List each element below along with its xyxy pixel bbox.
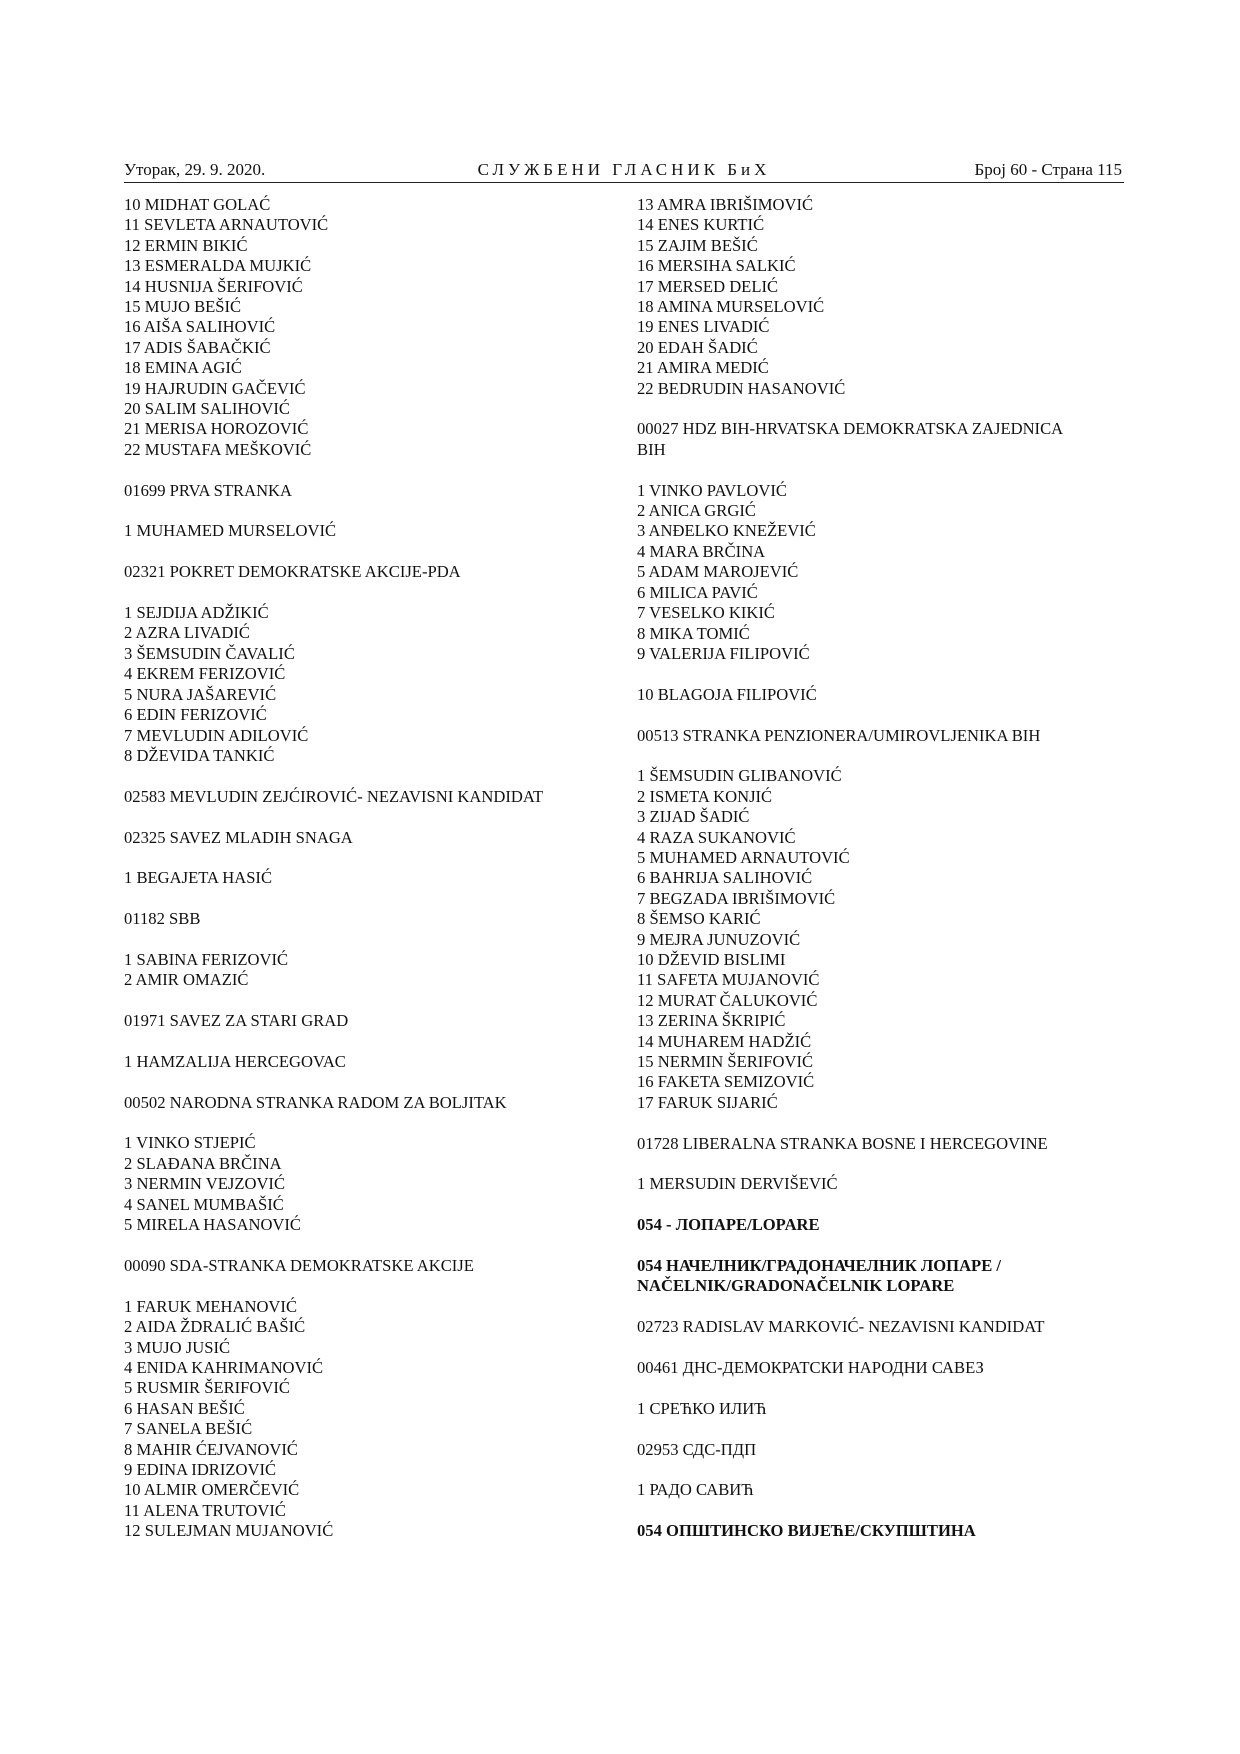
- list-line: 11 SAFETA MUJANOVIĆ: [637, 970, 820, 990]
- blank-line: [124, 991, 629, 1011]
- page-header: [124, 160, 1124, 183]
- list-line: 00502 NARODNA STRANKA RADOM ZA BOLJITAK: [124, 1092, 507, 1112]
- blank-line: [124, 1276, 629, 1296]
- list-line: 00461 ДНС-ДЕМОКРАТСКИ НАРОДНИ САВЕЗ: [637, 1357, 984, 1377]
- list-line: 16 FAKETA SEMIZOVIĆ: [637, 1072, 815, 1092]
- list-line: 02583 MEVLUDIN ZEJĆIROVIĆ- NEZAVISNI KANDIDAT: [124, 786, 544, 806]
- list-line: 00513 STRANKA PENZIONERA/UMIROVLJENIKA BIH: [637, 725, 1041, 745]
- list-line: 02325 SAVEZ MLADIH SNAGA: [124, 827, 353, 847]
- list-line: 13 AMRA IBRIŠIMOVIĆ: [637, 195, 814, 214]
- section-heading: 054 - ЛОПАРЕ/LOPARE: [637, 1215, 820, 1235]
- list-line: 2 SLAĐANA BRČINA: [124, 1153, 282, 1173]
- list-line: 5 NURA JAŠAREVIĆ: [124, 684, 277, 704]
- list-line: 16 AIŠA SALIHOVIĆ: [124, 317, 276, 337]
- list-line: 02723 RADISLAV MARKOVIĆ- NEZAVISNI KANDIDAT: [637, 1317, 1045, 1337]
- blank-line: [124, 1072, 629, 1092]
- blank-line: [637, 1338, 1142, 1358]
- list-line: 18 AMINA MURSELOVIĆ: [637, 297, 825, 317]
- list-line: 11 ALENA TRUTOVIĆ: [124, 1500, 286, 1520]
- list-line: 5 RUSMIR ŠERIFOVIĆ: [124, 1378, 290, 1398]
- list-line: 1 СРЕЋКО ИЛИЋ: [637, 1398, 767, 1418]
- blank-line: [124, 460, 629, 480]
- list-line: 21 AMIRA MEDIĆ: [637, 358, 769, 378]
- list-line: 4 EKREM FERIZOVIĆ: [124, 664, 286, 684]
- list-line: 01971 SAVEZ ZA STARI GRAD: [124, 1011, 349, 1031]
- list-line: 20 EDAH ŠADIĆ: [637, 337, 758, 357]
- list-line: 9 EDINA IDRIZOVIĆ: [124, 1459, 277, 1479]
- header-date: Уторак, 29. 9. 2020.: [124, 160, 266, 179]
- list-line: 9 MEJRA JUNUZOVIĆ: [637, 929, 801, 949]
- list-line: 12 ERMIN BIKIĆ: [124, 235, 248, 255]
- list-line: 1 BEGAJETA HASIĆ: [124, 868, 273, 888]
- blank-line: [637, 746, 1142, 766]
- list-line: 8 MIKA TOMIĆ: [637, 623, 750, 643]
- blank-line: [637, 460, 1142, 480]
- list-line: 2 AZRA LIVADIĆ: [124, 623, 250, 643]
- blank-line: [637, 1378, 1142, 1398]
- list-line: 15 NERMIN ŠERIFOVIĆ: [637, 1051, 814, 1071]
- section-heading: 054 НАЧЕЛНИК/ГРАДОНАЧЕЛНИК ЛОПАРЕ /: [637, 1255, 1002, 1275]
- list-line: 19 HAJRUDIN GAČEVIĆ: [124, 378, 306, 398]
- list-line: 00027 HDZ BIH-HRVATSKA DEMOKRATSKA ZAJEDNICA: [637, 419, 1064, 439]
- list-line: 5 ADAM MAROJEVIĆ: [637, 562, 799, 582]
- list-line: 4 SANEL MUMBAŠIĆ: [124, 1194, 284, 1214]
- list-line: 5 MIRELA HASANOVIĆ: [124, 1215, 302, 1235]
- list-line: 01728 LIBERALNA STRANKA BOSNE I HERCEGOVINE: [637, 1133, 1048, 1153]
- blank-line: [637, 664, 1142, 684]
- list-line: 6 HASAN BEŠIĆ: [124, 1398, 245, 1418]
- list-line: 00090 SDA-STRANKA DEMOKRATSKE AKCIJE: [124, 1255, 474, 1275]
- list-line: 13 ZERINA ŠKRIPIĆ: [637, 1011, 786, 1031]
- right-column: [637, 195, 1142, 1542]
- list-line: 7 SANELA BEŠIĆ: [124, 1419, 253, 1439]
- list-line: 8 ŠEMSO KARIĆ: [637, 909, 761, 929]
- blank-line: [124, 1236, 629, 1256]
- blank-line: [637, 1195, 1142, 1215]
- left-column: [124, 195, 629, 1542]
- blank-line: [124, 766, 629, 786]
- list-line: 13 ESMERALDA MUJKIĆ: [124, 256, 312, 276]
- list-line: 15 MUJO BEŠIĆ: [124, 297, 242, 317]
- list-line: 17 ADIS ŠABAČKIĆ: [124, 337, 271, 357]
- list-line: 22 BEDRUDIN HASANOVIĆ: [637, 378, 846, 398]
- list-line: 7 VESELKO KIKIĆ: [637, 603, 775, 623]
- list-line: 22 MUSTAFA MEŠKOVIĆ: [124, 439, 312, 459]
- blank-line: [124, 501, 629, 521]
- list-line: 2 AIDA ŽDRALIĆ BAŠIĆ: [124, 1317, 306, 1337]
- list-line: 18 EMINA AGIĆ: [124, 358, 243, 378]
- section-heading: 054 ОПШТИНСКО ВИЈЕЋЕ/СКУПШТИНА: [637, 1521, 976, 1541]
- list-line: 02321 POKRET DEMOKRATSKE AKCIJE-PDA: [124, 562, 461, 582]
- blank-line: [124, 848, 629, 868]
- list-line: 3 ŠEMSUDIN ČAVALIĆ: [124, 643, 295, 663]
- list-line: 1 ŠEMSUDIN GLIBANOVIĆ: [637, 766, 842, 786]
- list-line: 14 ENES KURTIĆ: [637, 215, 765, 235]
- list-line: 2 ANICA GRGIĆ: [637, 501, 756, 521]
- blank-line: [637, 1419, 1142, 1439]
- blank-line: [124, 930, 629, 950]
- list-line: 11 SEVLETA ARNAUTOVIĆ: [124, 215, 329, 235]
- blank-line: [637, 1236, 1142, 1256]
- list-line: 17 MERSED DELIĆ: [637, 276, 779, 296]
- list-line: 15 ZAJIM BEŠIĆ: [637, 235, 758, 255]
- list-line: 19 ENES LIVADIĆ: [637, 317, 770, 337]
- list-line: 1 SABINA FERIZOVIĆ: [124, 949, 289, 969]
- list-line: 1 РАДО САВИЋ: [637, 1480, 754, 1500]
- blank-line: [637, 1501, 1142, 1521]
- blank-line: [637, 399, 1142, 419]
- list-line: 6 MILICA PAVIĆ: [637, 582, 758, 602]
- list-line: 1 SEJDIJA ADŽIKIĆ: [124, 603, 269, 623]
- blank-line: [124, 889, 629, 909]
- list-line: 10 BLAGOJA FILIPOVIĆ: [637, 684, 817, 704]
- list-line: 1 HAMZALIJA HERCEGOVAC: [124, 1051, 346, 1071]
- list-line: 16 MERSIHA SALKIĆ: [637, 256, 796, 276]
- list-line: 2 ISMETA KONJIĆ: [637, 786, 773, 806]
- list-line: 4 ENIDA KAHRIMANOVIĆ: [124, 1357, 324, 1377]
- list-line: 8 MAHIR ĆEJVANOVIĆ: [124, 1439, 298, 1459]
- list-line: 3 MUJO JUSIĆ: [124, 1337, 231, 1357]
- list-line: 5 MUHAMED ARNAUTOVIĆ: [637, 847, 850, 867]
- blank-line: [124, 1032, 629, 1052]
- blank-line: [124, 583, 629, 603]
- list-line: 6 BAHRIJA SALIHOVIĆ: [637, 868, 813, 888]
- list-line: 3 ANĐELKO KNEŽEVIĆ: [637, 521, 816, 541]
- list-line: 01182 SBB: [124, 909, 201, 929]
- list-line: 4 MARA BRČINA: [637, 541, 766, 561]
- list-line: 6 EDIN FERIZOVIĆ: [124, 705, 267, 725]
- list-line: 3 ZIJAD ŠADIĆ: [637, 807, 750, 827]
- list-line: 21 MERISA HOROZOVIĆ: [124, 419, 309, 439]
- list-line: 02953 СДС-ПДП: [637, 1439, 757, 1459]
- blank-line: [637, 1460, 1142, 1480]
- list-line: 10 MIDHAT GOLAĆ: [124, 195, 271, 214]
- blank-line: [124, 807, 629, 827]
- list-line: 9 VALERIJA FILIPOVIĆ: [637, 643, 810, 663]
- list-line: 1 MUHAMED MURSELOVIĆ: [124, 521, 337, 541]
- list-line: 1 FARUK MEHANOVIĆ: [124, 1296, 298, 1316]
- list-line: 14 HUSNIJA ŠERIFOVIĆ: [124, 276, 303, 296]
- blank-line: [637, 1297, 1142, 1317]
- list-line: 10 ALMIR OMERČEVIĆ: [124, 1480, 300, 1500]
- list-line: BIH: [637, 439, 666, 459]
- blank-line: [637, 705, 1142, 725]
- list-line: 10 DŽEVID BISLIMI: [637, 949, 786, 969]
- blank-line: [124, 1113, 629, 1133]
- header-publication-title: СЛУЖБЕНИ ГЛАСНИК БиХ: [477, 160, 771, 179]
- list-line: 8 DŽEVIDA TANKIĆ: [124, 745, 275, 765]
- list-line: 7 MEVLUDIN ADILOVIĆ: [124, 725, 309, 745]
- list-line: 17 FARUK SIJARIĆ: [637, 1092, 778, 1112]
- list-line: 1 MERSUDIN DERVIŠEVIĆ: [637, 1174, 838, 1194]
- blank-line: [124, 542, 629, 562]
- list-line: 01699 PRVA STRANKA: [124, 480, 293, 500]
- list-line: 4 RAZA SUKANOVIĆ: [637, 827, 796, 847]
- list-line: 2 AMIR OMAZIĆ: [124, 970, 249, 990]
- list-line: 14 MUHAREM HADŽIĆ: [637, 1031, 812, 1051]
- list-line: 12 SULEJMAN MUJANOVIĆ: [124, 1521, 334, 1541]
- list-line: 7 BEGZADA IBRIŠIMOVIĆ: [637, 888, 836, 908]
- section-heading: NAČELNIK/GRADONAČELNIK LOPARE: [637, 1276, 955, 1296]
- list-line: 3 NERMIN VEJZOVIĆ: [124, 1174, 286, 1194]
- list-line: 12 MURAT ČALUKOVIĆ: [637, 990, 818, 1010]
- list-line: 20 SALIM SALIHOVIĆ: [124, 399, 290, 419]
- blank-line: [637, 1113, 1142, 1133]
- list-line: 1 VINKO STJEPIĆ: [124, 1133, 256, 1153]
- blank-line: [637, 1154, 1142, 1174]
- list-line: 1 VINKO PAVLOVIĆ: [637, 480, 787, 500]
- header-page-number: Број 60 - Страна 115: [974, 160, 1122, 179]
